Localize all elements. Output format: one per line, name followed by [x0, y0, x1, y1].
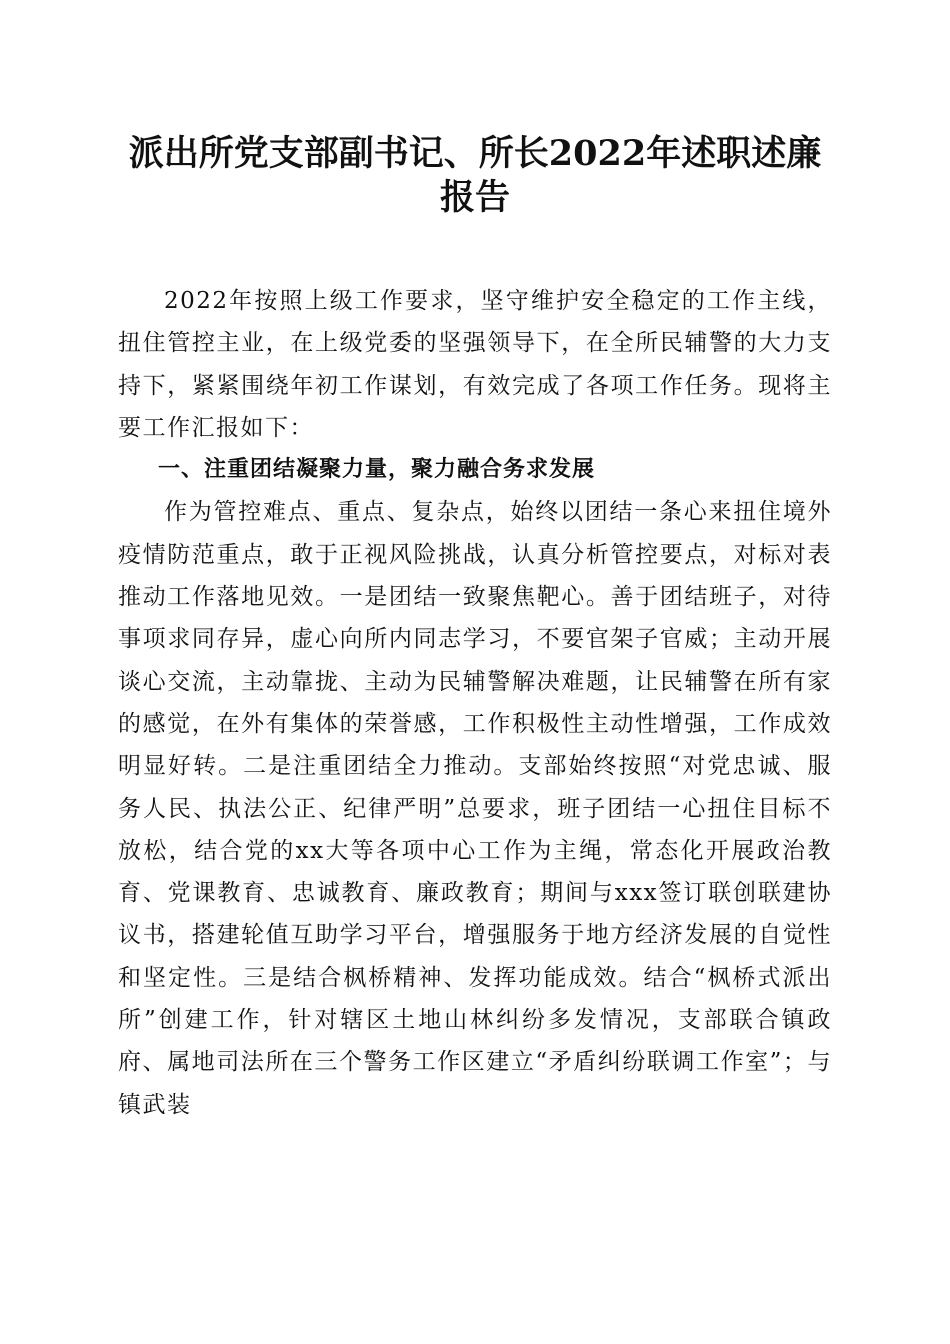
document-body: [118, 280, 832, 1126]
intro-paragraph: 2022年按照上级工作要求，坚守维护安全稳定的工作主线，扭住管控主业，在上级党委的坚强领导下，在全所民辅警的大力支持下，紧紧围绕年初工作谋划，有效完成了各项工作任务。现将主要工作汇报如下：: [118, 288, 832, 441]
document-page: [118, 132, 832, 1126]
document-title: [118, 132, 832, 220]
section-heading-1: 一、注重团结凝聚力量，聚力融合务求发展: [158, 457, 596, 483]
title-line-2: 报告: [439, 177, 510, 218]
title-line-1: 派出所党支部副书记、所长2022年述职述廉: [128, 133, 822, 174]
section-paragraph-1: 作为管控难点、重点、复杂点，始终以团结一条心来扭住境外疫情防范重点，敢于正视风险挑战，认真分析管控要点，对标对表推动工作落地见效。一是团结一致聚焦靶心。善于团结班子，对待事项求同存异，虚心向所内同志学习，不要官架子官威；主动开展谈心交流，主动靠拢、主动为民辅警解决难题，让民辅警在所有家的感觉，在外有集体的荣誉感，工作积极性主动性增强，工作成效明显好转。二是注重团结全力推动。支部始终按照“对党忠诚、服务人民、执法公正、纪律严明”总要求，班子团结一心扭住目标不放松，结合党的xx大等各项中心工作为主绳，常态化开展政治教育、党课教育、忠诚教育、廉政教育；期间与xxx签订联创联建协议书，搭建轮值互助学习平台，增强服务于地方经济发展的自觉性和坚定性。三是结合枫桥精神、发挥功能成效。结合“枫桥式派出所”创建工作，针对辖区土地山林纠纷多发情况，支部联合镇政府、属地司法所在三个警务工作区建立“矛盾纠纷联调工作室”；与镇武装: [118, 499, 832, 1118]
